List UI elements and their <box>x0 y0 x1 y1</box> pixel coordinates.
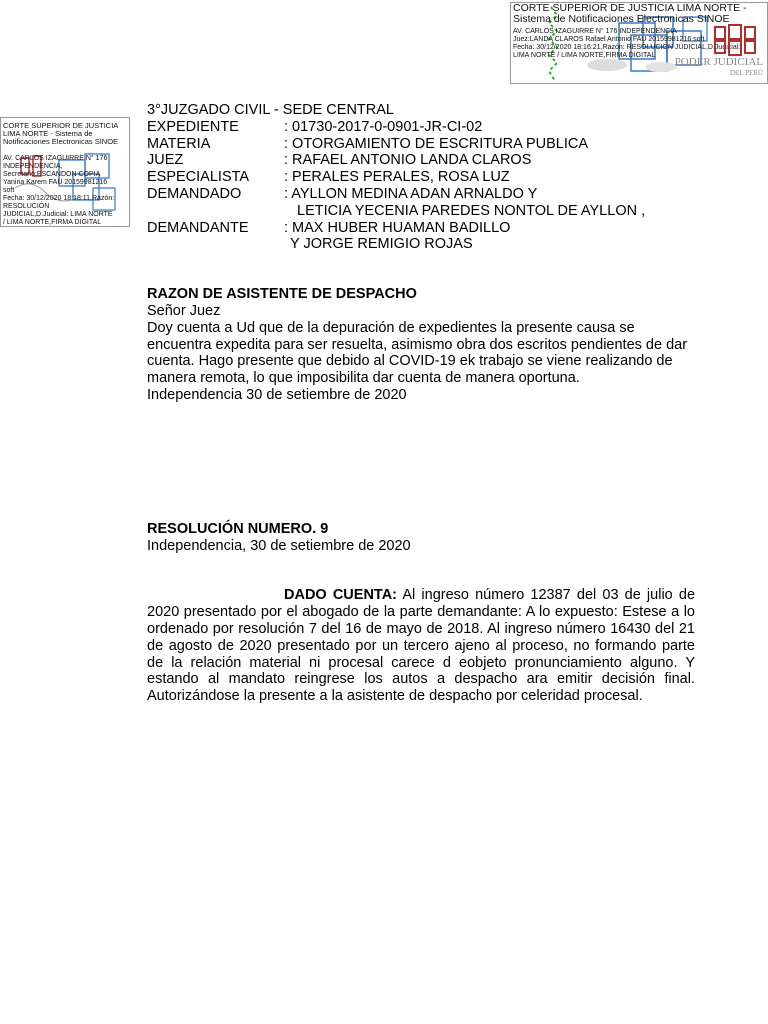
header-field-juez <box>147 152 695 169</box>
header-field-demandante-cont <box>147 236 695 253</box>
field-value: : 01730-2017-0-0901-JR-CI-02 <box>284 118 483 135</box>
razon-date: Independencia 30 de setiembre de 2020 <box>147 386 407 403</box>
stamp-details <box>3 155 127 227</box>
field-label: JUEZ <box>147 152 184 169</box>
header-field-expediente <box>147 119 695 136</box>
header-field-demandado <box>147 186 695 203</box>
razon-title: RAZON DE ASISTENTE DE DESPACHO <box>147 286 417 303</box>
stamp-line: AV. CARLOS IZAGUIRRE N° 176 <box>3 155 108 162</box>
header-field-demandante <box>147 220 695 237</box>
stamp-line: LIMA NORTE / LIMA NORTE,FIRMA DIGITAL <box>513 52 656 59</box>
signature-stamp-secretary <box>0 117 130 227</box>
stamp-line: Fecha: 30/12/2020 18:18:11,Razón: <box>3 195 115 202</box>
poder-judicial-logo-icon <box>707 23 763 57</box>
field-value: : PERALES PERALES, ROSA LUZ <box>284 169 510 186</box>
stamp-line: JUDICIAL,D.Judicial: LIMA NORTE <box>3 211 113 218</box>
stamp-line: Fecha: 30/12/2020 18:16:21,Razón: RESOLUCIÓN JUDICIAL,D.Judicial: <box>513 44 741 51</box>
stamp-line: / LIMA NORTE,FIRMA DIGITAL <box>3 219 102 226</box>
field-value: : OTORGAMIENTO DE ESCRITURA PUBLICA <box>284 135 589 152</box>
stamp-line: AV. CARLOS IZAGUIRRE N° 176 INDEPENDENCIA <box>513 28 677 35</box>
stamp-title: CORTE SUPERIOR DE JUSTICIA LIMA NORTE - Sistema de Notificaciones Electronicas SINOE <box>3 121 119 146</box>
field-label: MATERIA <box>147 135 211 152</box>
field-value: : MAX HUBER HUAMAN BADILLO <box>284 219 511 236</box>
document-body <box>147 102 695 705</box>
court-name: 3°JUZGADO CIVIL - SEDE CENTRAL <box>147 102 394 118</box>
resolution-title: RESOLUCIÓN NUMERO. 9 <box>147 520 329 537</box>
field-value: Y JORGE REMIGIO ROJAS <box>290 236 473 253</box>
stamp-line: Juez:LANDA CLAROS Rafael Antonio FAU 20159981216 soft <box>513 36 705 43</box>
stamp-line: soft <box>3 187 15 194</box>
field-label: DEMANDADO <box>147 185 242 202</box>
field-label: EXPEDIENTE <box>147 118 239 135</box>
field-label: ESPECIALISTA <box>147 169 250 186</box>
header-field-demandado-cont <box>147 203 695 220</box>
razon-salutation: Señor Juez <box>147 302 221 319</box>
signature-stamp-judge <box>510 2 768 84</box>
razon-body: Doy cuenta a Ud que de la depuración de expedientes la presente causa se encuentra expedita para ser resuelta, asimismo obra dos escritos pendientes de dar cuenta. Hago presente que debido al COVID-19 ek trabajo se viene realizando de manera remota, lo que imposibilita dar cuenta de manera oportuna. <box>147 319 688 387</box>
stamp-line: Secretario:ESCANDON COPIA <box>3 171 101 178</box>
header-field-especialista <box>147 169 695 186</box>
poder-judicial-label: PODER JUDICIAL DEL PERÚ <box>674 56 763 77</box>
field-value: : AYLLON MEDINA ADAN ARNALDO Y <box>284 185 538 202</box>
stamp-line: INDEPENDENCIA, <box>3 163 63 170</box>
resolution-text: Al ingreso número 12387 del 03 de julio de 2020 presentado por el abogado de la parte demandante: A lo expuesto: Estese a lo ordenado por resolución 7 del 16 de mayo de 2018. Al ingreso número 16430 del 21 de agosto de 2020 presentado por un tercero ajeno al proceso, no formando parte de la relación material ni procesal carece d eobjeto pronunciamiento alguno. Y estando al mandato reingrese los autos a despacho ara emitir decisión final. Autorizándose la presente a la asistente de despacho por celeridad procesal. <box>147 587 696 705</box>
dado-cuenta-label: DADO CUENTA: <box>284 587 398 604</box>
resolution-body <box>147 587 695 705</box>
field-label: DEMANDANTE <box>147 219 249 236</box>
header-field-materia <box>147 136 695 153</box>
stamp-line: RESOLUCIÓN <box>3 203 50 210</box>
stamp-line: Yanina Karem FAU 20159981216 <box>3 179 108 186</box>
field-value: : RAFAEL ANTONIO LANDA CLAROS <box>284 152 532 169</box>
field-value: LETICIA YECENIA PAREDES NONTOL DE AYLLON , <box>297 202 646 219</box>
resolution-date: Independencia, 30 de setiembre de 2020 <box>147 537 411 554</box>
stamp-title: CORTE SUPERIOR DE JUSTICIA LIMA NORTE - Sistema de Notificaciones Electronicas SINOE <box>513 2 747 25</box>
